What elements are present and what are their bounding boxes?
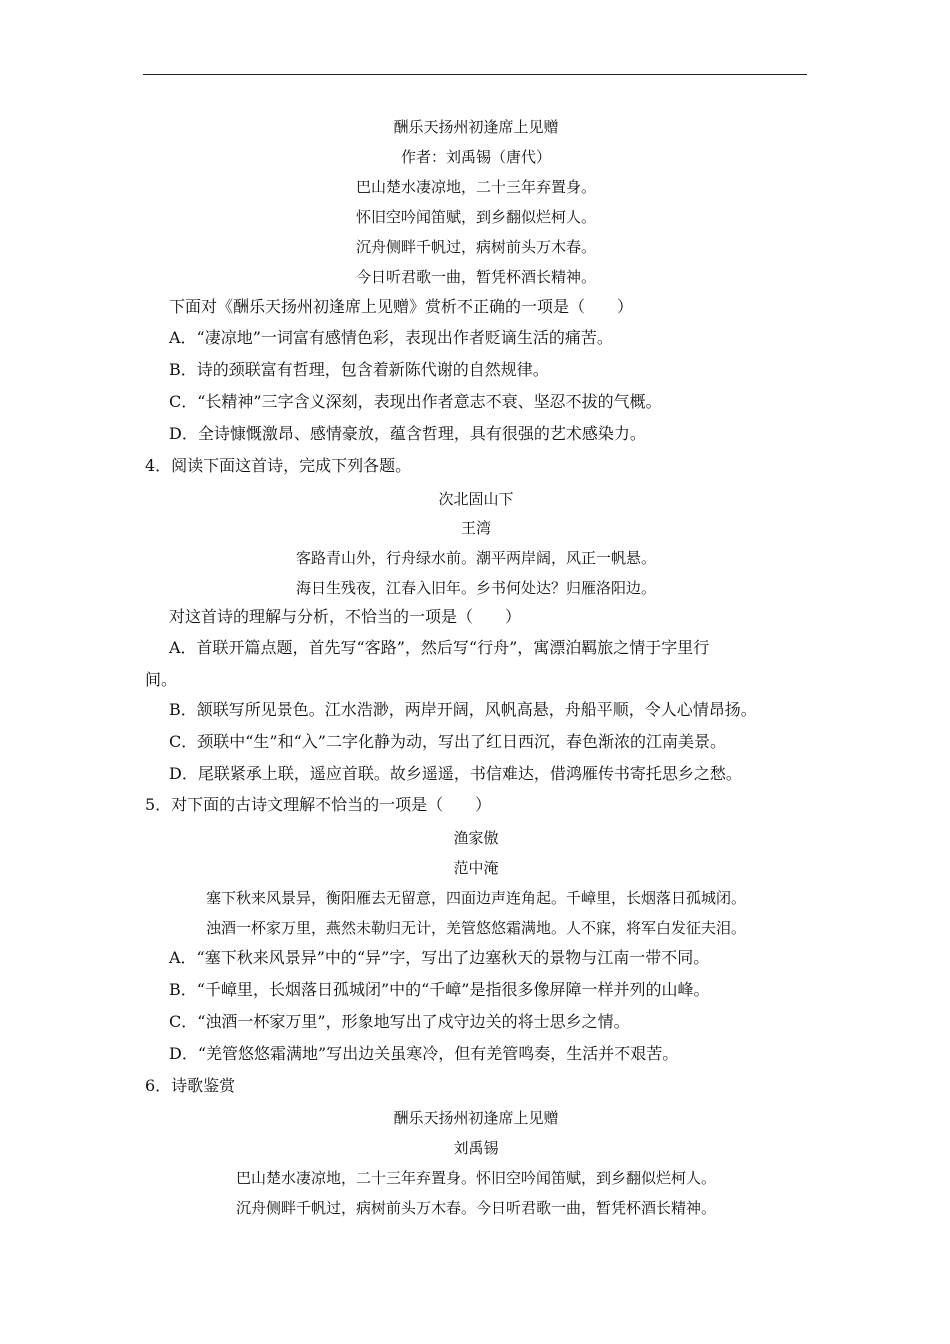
q5-author: 范中淹 [453,859,499,877]
q4-heading: 4．阅读下面这首诗，完成下列各题。 [145,456,412,475]
q6-line-2: 沉舟侧畔千帆过，病树前头万木春。今日听君歌一曲，暂凭杯酒长精神。 [235,1199,716,1217]
q4-title: 次北固山下 [438,490,514,508]
header-rule [143,74,807,75]
q4-author: 王湾 [460,519,491,537]
q4-option-b: B．颔联写所见景色。江水浩渺，两岸开阔，风帆高悬，舟船平顺，令人心情昂扬。 [169,700,757,719]
poem1-line-4: 今日听君歌一曲，暂凭杯酒长精神。 [355,268,596,286]
q5-option-d: D．“羌管悠悠霜满地”写出边关虽寒冷，但有羌管鸣奏，生活并不艰苦。 [169,1044,679,1063]
poem1-option-b: B．诗的颈联富有哲理，包含着新陈代谢的自然规律。 [169,360,549,379]
poem1-line-2: 怀旧空吟闻笛赋，到乡翻似烂柯人。 [355,208,596,226]
poem1-line-3: 沉舟侧畔千帆过，病树前头万木春。 [355,238,596,256]
q6-author: 刘禹锡 [453,1139,499,1157]
q5-option-c: C．“浊酒一杯家万里”，形象地写出了戍守边关的将士思乡之情。 [169,1012,630,1031]
q4-line-1: 客路青山外，行舟绿水前。潮平两岸阔，风正一帆悬。 [295,549,656,567]
q5-line-2: 浊酒一杯家万里，燕然未勒归无计，羌管悠悠霜满地。人不寐，将军白发征夫泪。 [205,919,746,937]
q4-option-a-line2: 间。 [145,670,178,689]
poem1-author: 作者：刘禹锡（唐代） [400,148,551,166]
q4-question: 对这首诗的理解与分析，不恰当的一项是（ ） [169,607,522,626]
poem1-title: 酬乐天扬州初逢席上见赠 [393,118,559,136]
q5-line-1: 塞下秋来风景异，衡阳雁去无留意，四面边声连角起。千嶂里，长烟落日孤城闭。 [205,889,746,907]
q5-option-a: A．“塞下秋来风景异”中的“异”字，写出了边塞秋天的景物与江南一带不同。 [169,948,710,967]
poem1-option-d: D．全诗慷慨激昂、感情豪放，蕴含哲理，具有很强的艺术感染力。 [169,424,646,443]
q4-option-d: D．尾联紧承上联，遥应首联。故乡遥遥，书信难达，借鸿雁传书寄托思乡之愁。 [169,764,742,783]
q5-heading: 5．对下面的古诗文理解不恰当的一项是（ ） [145,795,492,814]
poem1-line-1: 巴山楚水凄凉地，二十三年弃置身。 [355,178,596,196]
q6-heading: 6．诗歌鉴赏 [145,1076,236,1095]
q5-title: 渔家傲 [453,829,499,847]
q5-option-b: B．“千嶂里，长烟落日孤城闭”中的“千嶂”是指很多像屏障一样并列的山峰。 [169,980,710,999]
poem1-question: 下面对《酬乐天扬州初逢席上见赠》赏析不正确的一项是（ ） [169,297,634,316]
poem1-option-c: C．“长精神”三字含义深刻，表现出作者意志不衰、坚忍不拔的气概。 [169,392,662,411]
q4-option-c: C．颈联中“生”和“入”二字化静为动，写出了红日西沉，春色渐浓的江南美景。 [169,732,726,751]
poem1-option-a: A．“凄凉地”一词富有感情色彩，表现出作者贬谪生活的痛苦。 [169,328,613,347]
q4-option-a-line1: A．首联开篇点题，首先写“客路”，然后写“行舟”，寓漂泊羁旅之情于字里行 [169,638,710,657]
q6-title: 酬乐天扬州初逢席上见赠 [393,1109,559,1127]
q4-line-2: 海日生残夜，江春入旧年。乡书何处达？归雁洛阳边。 [295,579,656,597]
q6-line-1: 巴山楚水凄凉地，二十三年弃置身。怀旧空吟闻笛赋，到乡翻似烂柯人。 [235,1169,716,1187]
